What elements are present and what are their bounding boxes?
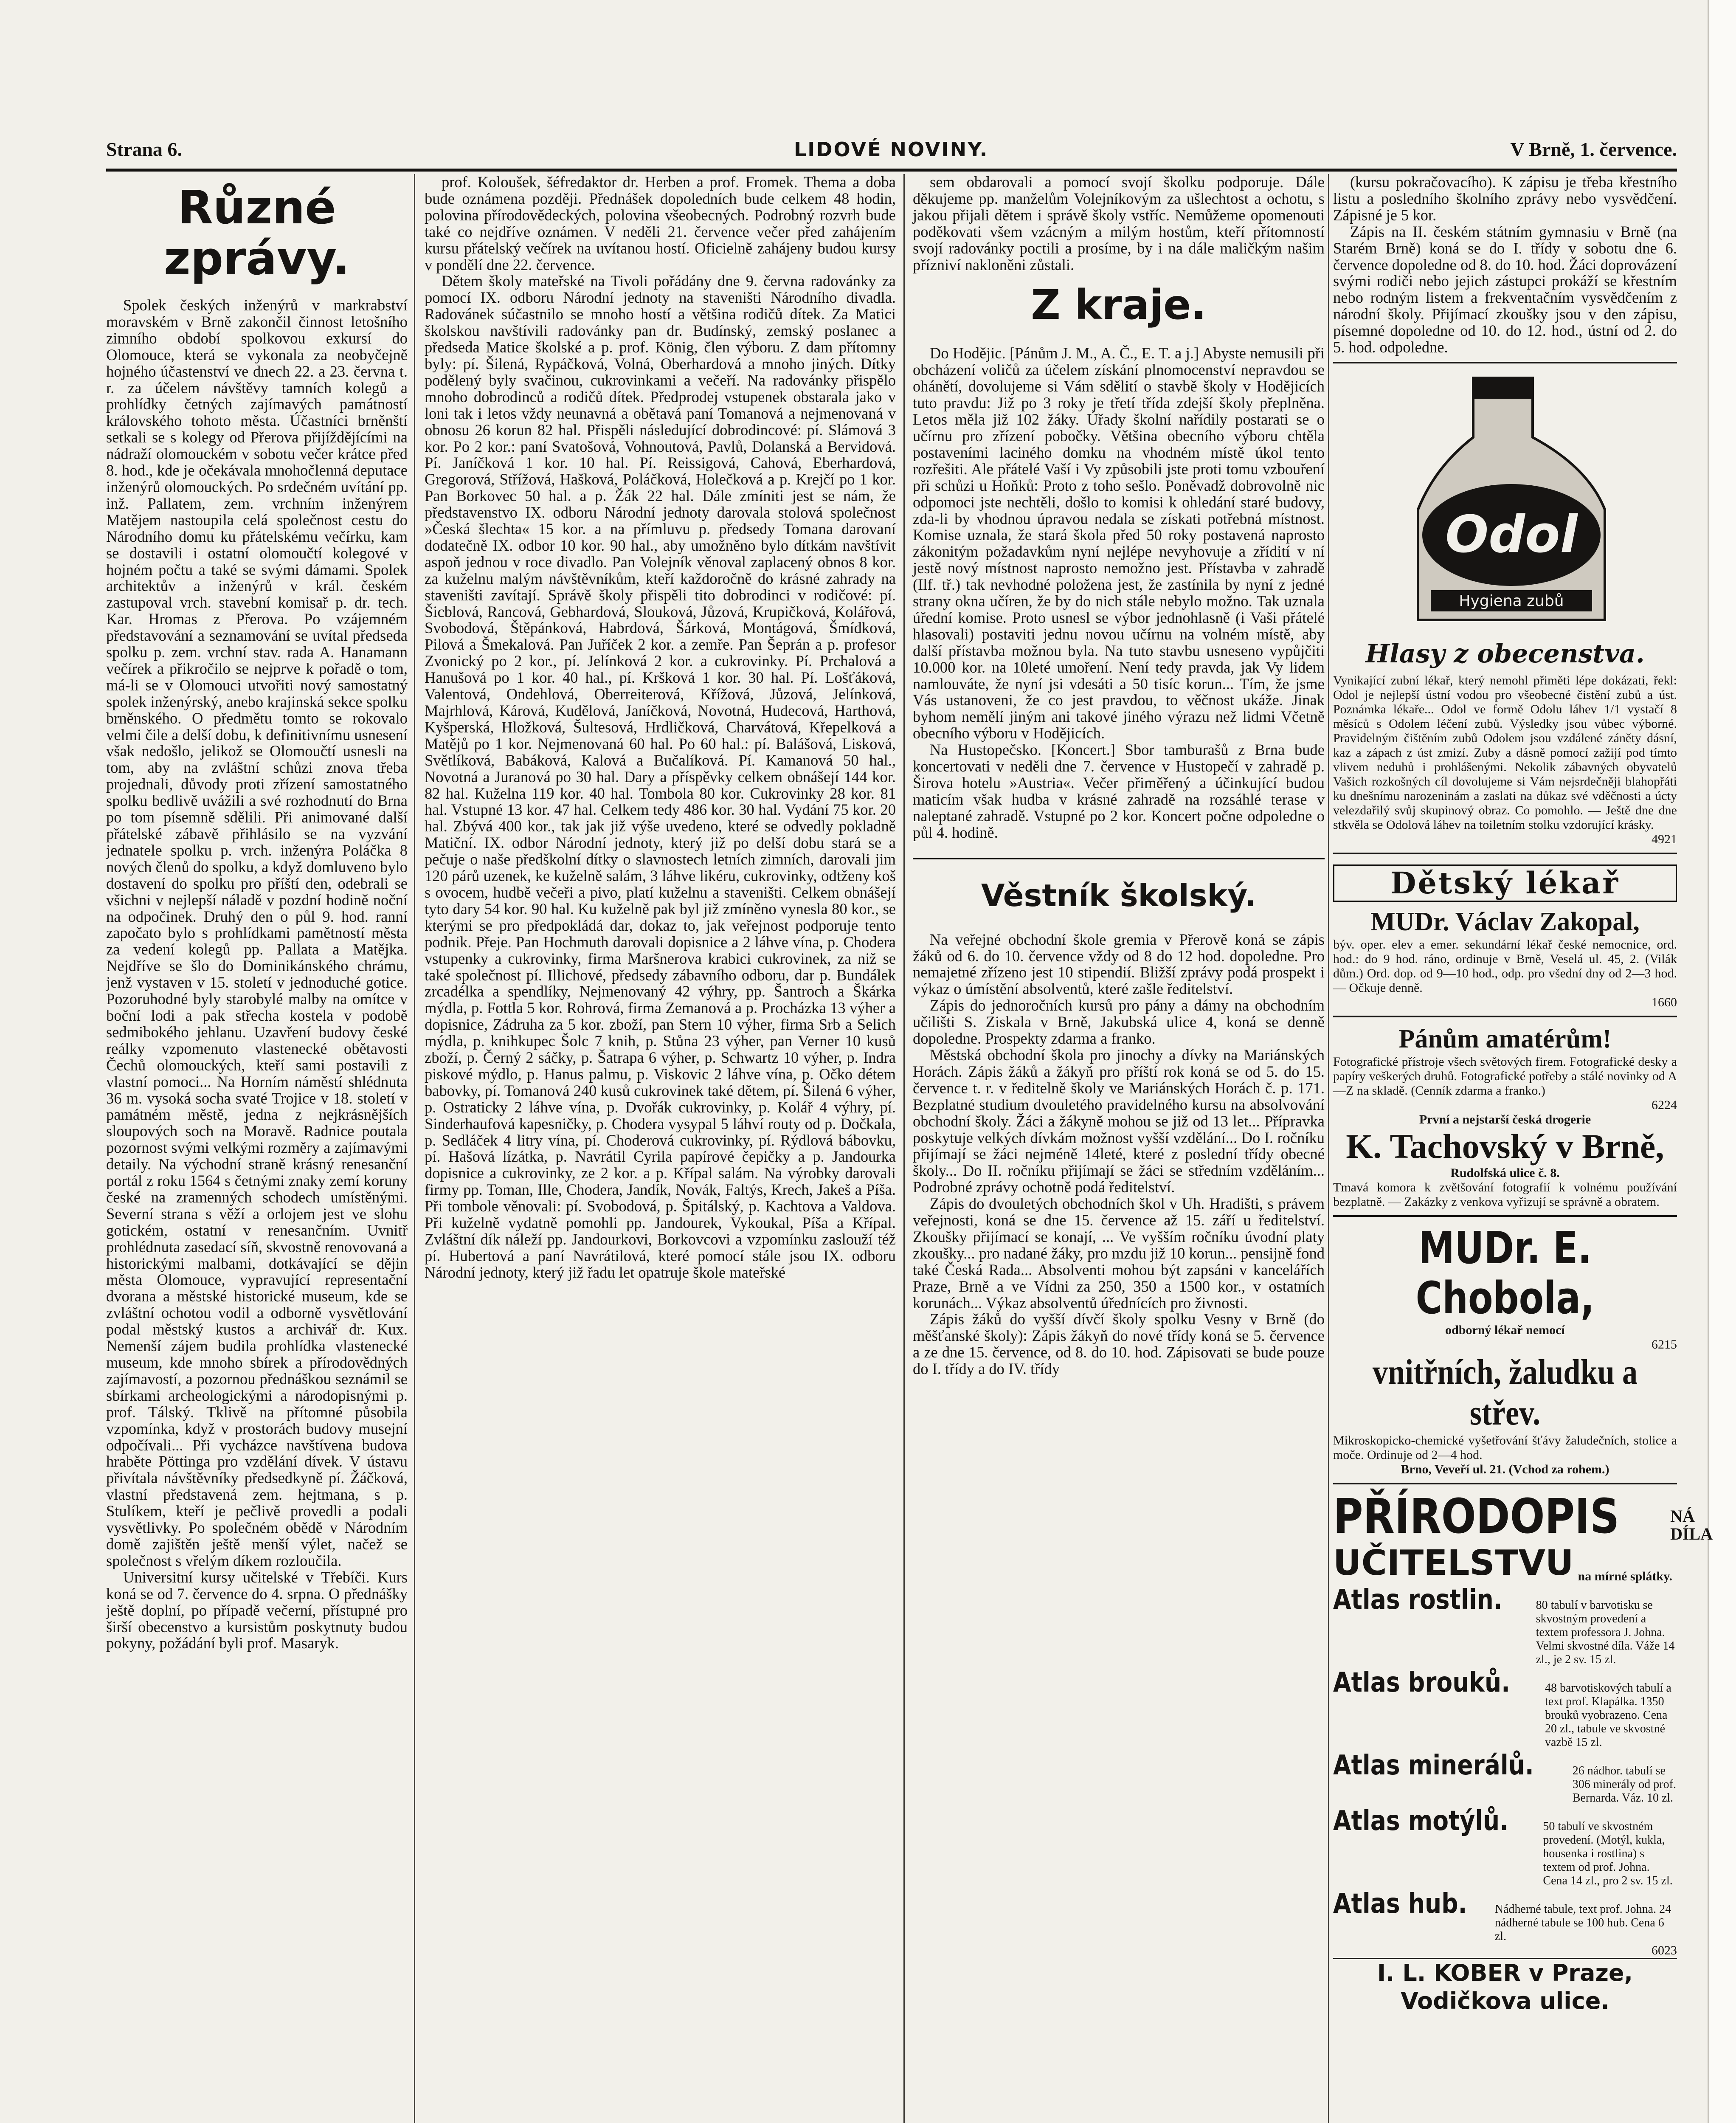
publisher-line: I. L. KOBER v Praze, Vodičkova ulice. [1333, 1958, 1677, 2015]
atlas-title: Atlas motýlů. [1333, 1805, 1509, 1837]
atlas-item [1333, 1888, 1677, 1943]
section-heading-ruzne-zpravy: Různé zprávy. [163, 181, 350, 285]
atlas-item [1333, 1667, 1677, 1749]
column-rule [903, 174, 905, 2123]
chobola-role: odborný lékař nemocí [1445, 1323, 1565, 1337]
column-2 [425, 174, 896, 2123]
issue-date: V Brně, 1. července. [1510, 138, 1677, 160]
atlas-item [1333, 1584, 1677, 1667]
doctor-text: býv. oper. elev a emer. sekundární lékař české nemocnice, ord. hod.: do 9 hod. ráno, ordinuje v Brně, Veselá ul. 45, 2. (Vilák dům.) Ord. dop. od 9—10 hod., odp. pro všední dny od 2—3 hod. — Očkuje denně. [1333, 937, 1677, 995]
tachovsky-ad [1333, 1017, 1677, 1217]
section-heading-z-kraje: Z kraje. [1031, 281, 1207, 329]
article-paragraph: Městská obchodní škola pro jinochy a dívky na Mariánských Horách. Zápis žáků a žákyň pro příští rok koná se od 5. do 15. července t. r. v ředitelně školy ve Mariánských Horách č. p. 171. Bezplatné studium dvouletého pravidelného kursu na absolvování obchodní školy. Žáci a žákyně mohou se již od 13 let... Přípravka poskytuje velkých dívkám možnost vyšší vzdělání... Do I. ročníku přijímají se žáci nejméně 14leté, které z poslední třídy obecné školy... Do II. ročníku přijímají se žáci se středním vzděláním... Podrobné zprávy ochotně podá ředitelství. [913, 1046, 1325, 1196]
odol-bottle-icon [1333, 369, 1677, 633]
atlas-title: Atlas brouků. [1333, 1667, 1511, 1698]
column-rule [414, 174, 415, 2123]
chobola-ad [1333, 1217, 1677, 1484]
column-4-ads [1333, 173, 1713, 2123]
column-3 [913, 174, 1325, 2123]
atlas-desc: 26 nádhor. tabulí se 306 minerály od prof. Bernarda. Váz. 10 zl. [1572, 1764, 1676, 1805]
newspaper-title: LIDOVÉ NOVINY. [794, 138, 989, 161]
tachovsky-name: K. Tachovský v Brně, [1346, 1126, 1664, 1166]
section-heading-vestnik-skolsky: Věstník školský. [913, 858, 1325, 915]
article-paragraph: sem obdarovali a pomocí svojí školku podporuje. Dále děkujeme pp. manželům Volejníkovým za ušlechtost a ochotu, s jakou přijali dětem i správě školy vstříc. Nemůžeme opomenouti poděkovati všem vzácným a milým hostům, kteří přítomností svojí radovánky poctili a prosíme, by i na dále maličkým našim přízniví nakloněni zůstali. [913, 173, 1325, 273]
atlas-desc: Nádherné tabule, text prof. Johna. 24 nádherné tabule se 100 hub. Cena 6 zl. [1494, 1902, 1671, 1943]
atlas-desc: 50 tabulí ve skvostném provedení. (Motýl, kukla, housenka i rostlina) s textem od prof. Johna. Cena 14 zl., pro 2 sv. 15 zl. [1543, 1819, 1673, 1887]
tachovsky-address: Rudolfská ulice č. 8. [1450, 1166, 1560, 1180]
chobola-address: Brno, Veveří ul. 21. (Vchod za rohem.) [1401, 1462, 1609, 1476]
atlas-desc: 80 tabulí v barvotisku se skvostným provedení a textem professora J. Johna. Velmi skvostné díla. Váže 14 zl., je 2 sv. 15 zl. [1536, 1598, 1675, 1666]
article-paragraph: (kursu pokračovacího). K zápisu je třeba křestního listu a posledního školního zprávy nebo vysvědčení. Zápisné je 5 kor. [1333, 173, 1677, 224]
books-title-small: NÁ DÍLA [1670, 1506, 1713, 1543]
svg-text:Hygiena zubů: Hygiena zubů [1459, 592, 1564, 610]
column-1 [106, 174, 408, 2123]
article-paragraph: prof. Koloušek, šéfredaktor dr. Herben a prof. Fromek. Thema a doba bude oznámena později. Přednášek dopoledních bude celkem 48 hodin, polovina přírodovědeckých, polovina všeobecných. Podrobný rozvrh bude také co nejdříve oznámen. V neděli 21. července večer před zahájením kursu přátelský večírek na uvítanou hostí. Oficielně zahájeny budou kursy v pondělí dne 22. července. [425, 173, 896, 273]
atlas-title: Atlas rostlin. [1333, 1584, 1502, 1616]
ad-number: 6023 [1652, 1943, 1677, 1957]
odol-advertisement [1333, 362, 1677, 854]
article-paragraph: Dětem školy mateřské na Tivoli pořádány dne 9. června radovánky za pomocí IX. odboru Národní jednoty na staveništi Národního divadla. Radovánek súčastnilo se mnoho hostí a většina rodičů dítek. Za Matici školskou navštívili radovánky pan dr. Budínský, zemský poslanec a předseda Matice školské a p. prof. König, člen výboru. Z dam přítomny byly: pí. Šilená, Rypáčková, Volná, Oberhardová a mnoho jiných. Dítky podělený byly svačinou, cukrovinkami a večeří. Na radovánky přispělo mnoho dobrodinců a rodičů dítek. Předprodej vstupenek obstarala jako v loni tak i letos vždy neunavná a obětavá paní Tomanová a nejmenovaná v obnosu 26 korun 82 hal. Přispěli následující dobrodincové: pí. Slámová 3 kor. Po 2 kor.: paní Svatošová, Vohnoutová, Pavlů, Dolanská a Bervidová. Pí. Janíčková 1 kor. 10 hal. Pí. Reissigová, Cahová, Eberhardová, Gregorová, Střížová, Hašková, Poláčková, Holečková a p. Krejčí po 1 kor. Pan Borkovec 50 hal. a p. Žák 22 hal. Dále zmíniti jest se nám, že představenstvo IX. odboru Národní jednoty darovala stolová společnost »Česká šlechta« 15 kor. a na přímluvu p. předsedy Tomana darovaní dodatečně IX. odbor 10 kor. 90 hal., aby umožněno bylo dítkám navštívit aspoň jednou v roce divadlo. Pan Volejník věnoval zaplacený obnos 8 kor. za kuželnu malým návštěvníkům, kteří každoročně do krásné zahrady na staveništi zavítají. Správě školy přispěli tito dobrodinci v rodičové: pí. Šicblová, Rancová, Gebhardová, Slouková, Jůzová, Krupičková, Kolářová, Svobodová, Štěpánková, Habrdová, Šárková, Montágová, Šmídková, Pilová a Šmekalová. Pan Juříček 2 kor. a zemře. Pan Šeprán a p. profesor Zvonický po 2 kor., pí. Jelínková 2 kor. a cukrovinky. Pí. Prchalová a Hanušová po 1 kor. 40 hal., pí. Kršková 1 kor. 30 hal. Pí. Lošťáková, Valentová, Ondehlová, Oberreiterová, Křížová, Jůzová, Jelínková, Majrhlová, Kárová, Kudělová, Janíčková, Novotná, Hudecová, Harthová, Kyšperská, Hložková, Šultesová, Hrdličková, Charvátová, Křepelková a Matějů po 1 kor. Nejmenovaná 60 hal. Po 60 hal.: pí. Balášová, Lisková, Světlíková, Babáková, Kalová a Bučalíková. Pí. Kamanová 50 hal., Novotná a Juranová po 30 hal. Dary a příspěvky celkem obnášejí 144 kor. 82 hal. Kuželna 119 kor. 40 hal. Tombola 80 kor. Cukrovinky 28 kor. 81 hal. Vstupné 13 kor. 47 hal. Celkem tedy 486 kor. 30 hal. Vydání 75 kor. 20 hal. Zbývá 400 kor., tak jak již výše uvedeno, které se odvedly pokladně Matiční. IX. odbor Národní jednoty, který již po delší dobu stará se a pečuje o naše předškolní dítky o slavnostech letních zimních, darovali jim 120 párů uzenek, ke kuželně salám, 3 láhve likéru, cukrovinky, odtženy koš s ovocem, hudbě večeři a pivo, platí kuželnu a staveništi. Celkem obnášejí tyto dary 54 kor. 90 hal. Ku kuželně pak byl již zmíněno vynesla 80 kor., se kterými se pro předpokládá dar, dokaz to, jak veřejnost podporuje tento podnik. Přeje. Pan Hochmuth darovali dopisnice a 2 láhve vína, p. Chodera vstupenky a cukrovinky, firma Maršnerova krabici cukrovinek, za niž se také společnost pí. Illichové, předsedy zábavního odboru, dar p. Bundálek zrcadélka a spendlíky, Nejmenovaný 42 výhry, pp. Šantroch a Škárka mýdla, p. Fottla 5 kor. Rohrová, firma Zemanová a p. Procházka 13 výher a dopisnice, Zádruha za 5 kor. zboží, pan Stern 10 výher, firma Srb a Selich mýdla, p. knihkupec Šolc 7 knih, p. Stůna 23 výher, pan Verner 10 kusů zboží, p. Černý 2 sáčky, p. Šatrapa 6 výher, p. Schwartz 10 výher, p. Indra piskové mýdlo, p. Hanus palmu, p. Viskovic 2 láhve vína, p. Očko détem babovky, pí. Tomanová 240 kusů cukrovinek také dětem, pí. Šilená 6 výher, p. Ostraticky 2 láhve vína, p. Dvořák cukrovinky, p. Kolář 4 výhry, pí. Sinderhaufová kapesničky, p. Chodera vysypal 5 láhví routy od p. Dočkala, p. Sedláček 4 litry vína, pí. Choderová cukrovinky, pí. Rýdlová bábovku, pí. Hašová lízátka, p. Navrátil Cyrila papírové čepičky a p. Jandourka dopisnice a cukrovinky, ze 2 kor. a p. Křípal salám. Na výrobky darovali firmy pp. Toman, Ille, Chodera, Jandík, Novák, Faltýs, Krech, Jakeš a Píša. Při tombole věnovali: pí. Svobodová, p. Špitálský, p. Kachtova a Valdova. Při kuželně vydatně pomohli pp. Jandourek, Vykoukal, Píša a Křípal. Zvláštní dík náleží pp. Jandourkovi, Borkovcovi a vzpomínku zaslouží též pí. Hubertová a paní Navrátilová, které pomocí stále jsou IX. odboru Národní jednoty, který již řadu let opatruje škole mateřské [425, 272, 896, 1281]
article-paragraph: Zápis na II. českém státním gymnasiu v Brně (na Starém Brně) koná se do I. třídy v sobotu dne 6. července dopoledne od 8. do 10. hod. Žáci doprovázení svými rodiči nebo jejich zástupci prokáží se křestním nebo rodným listem a frekventačním vysvědčením z národní školy. Přijímací zkoušky jsou v den zápisu, písemné dopoledne od 10. do 12. hod., ústní od 2. do 5. hod. odpoledne. [1333, 222, 1677, 356]
ad-number: 6215 [1652, 1337, 1677, 1352]
chobola-name: MUDr. E. Chobola, [1415, 1222, 1595, 1324]
odol-headline: Hlasy z obecenstva. [1365, 639, 1645, 669]
odol-text: Vynikající zubní lékař, který nemohl přiměti lépe dokázati, řekl: Odol je nejlepší ústní vodou pro všeobecné čistění zubů a úst. Poznámka lékaře... Odol ve formě Odolu láhev 1/1 vystačí 8 měsíců s Odolem léčení zubů. Výsledky jsou vůbec výborné. Pravidelným čištěním zubů Odolem jsou vzdálené záněty dásní, kaz a zápach z úst zmizí. Zuby a dásně pomocí zažijí pod tímto vlivem neduhů i prohlášenými. Nekolik zábavných obyvatelů Vašich rozkošných cíl dovolujeme si Vám nejsrdečněji blahopřáti ku dnešnímu narozeninám a zaslati na důkaz své vděčnosti a úcty velezdařilý svůj skupinový obraz. Co pomohlo. — Ještě dne dne stkvěla se Odolová láhev na toiletním stolku vzdorující krásky. [1333, 673, 1677, 832]
atlas-desc: 48 barvotiskových tabulí a text prof. Klapálka. 1350 brouků vyobrazeno. Cena 20 zl., tabule ve skvostné vazbě 15 zl. [1545, 1681, 1671, 1749]
column-rule [1328, 174, 1329, 2123]
chobola-text: Mikroskopicko-chemické vyšetřování šťávy žaludečních, stolice a moče. Ordinuje od 2—4 hod. [1333, 1433, 1677, 1462]
tachovsky-footer: Tmavá komora k zvětšování fotografií k volnému používání bezplatně. — Zakázky z venkova vyřizují se správně a obratem. [1333, 1180, 1677, 1209]
amateur-headline: Pánům amatérům! [1398, 1024, 1612, 1053]
odol-bottle-illustration [1333, 369, 1677, 633]
article-paragraph: Na veřejné obchodní škole gremia v Přerově koná se zápis žáků od 6. do 10. července vždy od 8 do 12 hod. dopoledne. Pro nemajetné zřízeno jest 10 stipendií. Bližší zprávy podá prospekt i výkaz o úmístění absolventů, které zašle ředitelství. [913, 930, 1325, 998]
ad-number: 1660 [1652, 995, 1677, 1009]
page-header [106, 138, 1677, 172]
article-paragraph: Zápis do dvouletých obchodních škol v Uh. Hradišti, s právem veřejnosti, koná se dne 15. července až 15. září u ředitelství. Zkoušky přijímací se konají, ... Ve vyšším ročníku úvodní platy zkoušky... pro nadané žáky, pro mzdu již 10 korun... pensijně fond také Česká Rada... Absolventi mohou být zapsáni v kancelářích Praze, Brně a ve Vídni za 250, 350 a 1500 kor., v ostatních korunách... Výkaz absolventů úřednících pro živnosti. [913, 1195, 1325, 1312]
amateur-text: Fotografické přístroje všech světových firem. Fotografické desky a papíry veškerých druhů. Fotografické potřeby a stálé novinky od A—Z na skladě. (Cenník zdarma a franko.) [1333, 1054, 1677, 1098]
doctor-box-title: Dětský lékař [1333, 864, 1677, 902]
atlas-item [1333, 1805, 1677, 1888]
svg-text:Odol: Odol [1445, 505, 1578, 564]
books-title-2: UČITELSTVU [1333, 1543, 1574, 1583]
drugstore-tagline: První a nejstarší česká drogerie [1419, 1112, 1591, 1126]
kober-books-ad [1333, 1484, 1713, 2021]
doctor-name: MUDr. Václav Zakopal, [1370, 907, 1640, 936]
books-title-2-small: na mírné splátky. [1578, 1569, 1673, 1583]
article-paragraph: Zápis do jednoročních kursů pro pány a dámy na obchodním učilišti S. Ziskala v Brně, Jakubská ulice 4, koná se denně dopoledne. Prospekty zdarma a franko. [913, 997, 1325, 1047]
chobola-specialty: vnitřních, žaludku a střev. [1372, 1352, 1638, 1433]
books-title: PŘÍRODOPIS [1333, 1489, 1620, 1544]
article-paragraph: Na Hustopečsko. [Koncert.] Sbor tamburašů z Brna bude koncertovati v neděli dne 7. července v Hustopečí v zahradě p. Širova hotelu »Austria«. Večer přiměřený a účinkující budou maticím však hudba v krásné zahradě na rozsáhlé terase v naleptané zahradě. Vstupné po 2 kor. Koncert počne odpoledne o půl 4. hodině. [913, 741, 1325, 841]
atlas-item [1333, 1749, 1677, 1805]
atlas-title: Atlas minerálů. [1333, 1749, 1534, 1781]
article-paragraph: Spolek českých inženýrů v markrabství moravském v Brně zakončil činnost letošního zimního období spolkovou exkursí do Olomouce, která se vykonala za neobyčejně hojného účastenství ve dnech 22. a 23. června t. r. za účelem návštěvy tamních kolegů a prohlídky četných zajímavých památností královského tohoto města. Účastníci brněnští setkali se s kolegy od Přerova přijíždějícími na nádraží olomouckém v sobotu večer krátce před 8. hod., kde je očekávala mnohočlenná deputace inženýrů olomouckých. Po srdečném uvítání pp. inž. Pallatem, zem. vrchním inženýrem Matějem nastoupila celá společnost cestu do Národního domu ku přátelskému večírku, kam se dostavili i ostatní olomoučtí kolegové v hojném počtu a také se svými dámami. Spolek architektův a inženýrů v král. českém zastupoval vrch. stavební komisař p. dr. tech. Kar. Hromas z Přerova. Po vzájemném představování a seznamování se uvítal předseda spolku p. zem. vrchní stav. rada A. Hanamann večírek a přikročilo se nejprve k pořadě o tom, má-li se v Olomouci utvořiti nový samostatný spolek inženýrský, anebo krajinská sekce spolku brněnského. O předmětu tomto se rokovalo velmi čile a delší dobu, k definitivnímu usnesení však nedošlo, jelikož se Olomoučtí usnesli na tom, aby na zvláštní schůzi znova třeba projednali, důvody proti zřízení samostatného spolku bedlivě uvážili a své rozhodnutí do Brna po tom písemně sdělili. Při animované další přátelské zábavě přihlásilo se na vyzvání jednatele spolku p. vrch. inženýra Poláčka 8 nových členů do spolku, a když domluveno bylo dostavení do spolku pro příští den, odebrali se všichni v nejlepší náladě v pozdní hodině noční na odpočinek. Druhý den o půl 9. hod. ranní započato bylo s prohlídkami pamětností města za vedení kolegů pp. Pallata a Matějka. Nejdříve se šlo do Dominikánského chrámu, jenž vystaven v 15. století v jednoduché gotice. Pozoruhodné byly starobylé malby na omítce v boční lodi a pak střecha kostela v podobě sedmibokého jehlanu. Uzavření budovy české reálky vzpomenuto vlastenecké obětavosti Čechů olomouckých, kteří sami postavili z vlastní pomoci... Na Horním náměstí shlédnuta 36 m. vysoká socha svaté Trojice v 18. století v památném městě, jedna z nejkrásnějších sloupových soch na Moravě. Radnice poutala pozornost svými velkými rozměry a zajímavými detaily. Na východní straně krásný renesanční portál z roku 1564 s četnými znaky zemí koruny české na zramenných schodech umístěnými. Severní strana s věží a orlojem jest ve slohu gotickém, ostatní v renesančním. Uvnitř prohlédnuta zasedací síň, skvostně renovovaná a historickými malbami, dotkávající se dějin města Olomouce, vypravující representační dvorana a městské historické museum, kde se zvláštní ochotou vodil a odborně vysvětlování podal městský kustos a archivář dr. Kux. Nemenší zájem budila prohlídka vlastenecké museum, kde mnoho sbírek a přírodovědných zajímavostí, a pozornou přednáškou seznámil se sbírkami archeologickými a národopisnými p. prof. Tálský. Tklivě na přítomné působila vzpomínka, když v prostorách budovy musejní odpočívali... Při vycházce navštívena budova hraběte Pöttinga pro vzdělání dívek. V ústavu přivítala návštěvníky předsedkyně pí. Žáčková, vlastní představená zem. hejtmana, s p. Stulíkem, kteří je pečlivě provedli a podali vysvětlivky. Po společném obědě v Národním domě zajištěn ještě menší výlet, načež se společnost s vřelým díkem rozloučila. [106, 296, 408, 1569]
atlas-title: Atlas hub. [1333, 1888, 1467, 1920]
article-paragraph: Do Hodějic. [Pánům J. M., A. Č., E. T. a j.] Abyste nemusili při obcházení voličů za účelem získání plnomocenství nepravdou se ohánětí, dovolujeme si Vám sdělití o stavbě školy v Hodějicích tuto pravdu: Již po 3 roky je třetí třída zdejší školy přeplněna. Letos měla již 102 žáky. Úřady školní nařídily postarati se o učírnu pro zřízení pobočky. Většina obecního výboru chtěla postaveními laciného domku na vhodném místě úkol tento rozřešiti. Ale přátelé Vaší i Vy způsobili jste proti tomu vzbouření při schůzi u Hoňků: Proto z toho sešlo. Poněvadž dobrovolně nic odpomoci jste nechtěli, došlo to komisi k ohledání staré budovy, zda-li by vhodnou úpravou nedala se získati potřebná místnost. Komise uznala, že stará škola před 50 roky postavená naprosto zákonitým požadavkům nyní nejlépe nevyhovuje a zřídití v ní jestě nový místnost naprosto nemožno jest. Přístavba v zahradě (Ilf. tř.) tak nevhodné položena jest, že zastínila by nyní z jedné strany okna učíren, že by do nich stále nebylo možno. Tak uznala úřední komise. Proto usnesl se výbor jednohlasně (i Vaši přátelé hlasovali) postaviti jednu novou učírnu na volném místě, aby další přístavba možnou byla. Na tuto stavbu usneseno vypůjčiti 10.000 kor. na 10leté umoření. Není tedy pravda, jak Vy lidem namlouváte, že nyní jsi vdesáti a 50 tisíc korun... Tím, že jsme Vás ustanoveni, že co jest pravdou, to věčnost ukáže. Jinak byhom nemělí jiným ani takové jiného výrazu než lidmi Včetně obecního výboru v Hodějicích. [913, 344, 1325, 742]
page-number: Strana 6. [106, 138, 182, 160]
doctor-zakopal-ad [1333, 854, 1677, 1017]
ad-number: 6224 [1652, 1098, 1677, 1112]
page-edge [1708, 0, 1736, 2123]
ad-number: 4921 [1652, 832, 1677, 846]
article-paragraph: Zápis žáků do vyšší dívčí školy spolku Vesny v Brně (do měšťanské školy): Zápis žákyň do nové třídy koná se 5. července a ze dne 15. července, od 8. do 10. hod. Zápisovati se bude pouze do I. třídy a do IV. třídy [913, 1310, 1325, 1378]
article-paragraph: Universitní kursy učitelské v Třebíči. Kurs koná se od 7. července do 4. srpna. O přednášky ještě doplní, po případě večerní, přístupné pro širší obecenstvo a kursistům poskytnuty budou pokyny, požádání byli prof. Masaryk. [106, 1568, 408, 1652]
